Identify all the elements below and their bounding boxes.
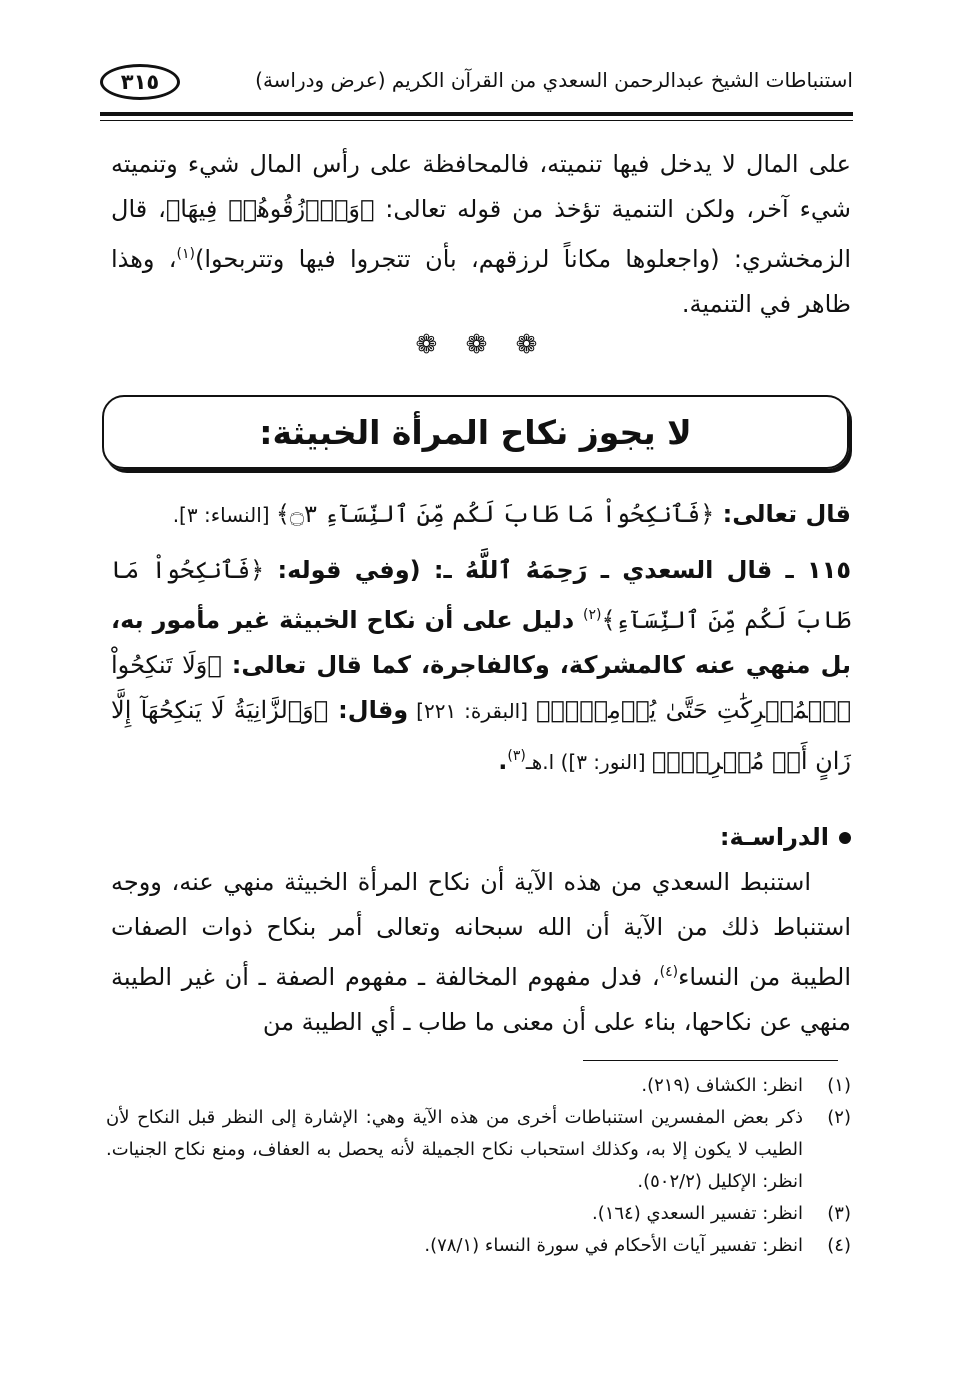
intro-text-1: على المال لا يدخل فيها تنميته، فالمحافظة على رأس المال شيء وتنميته شيء آخر، ولكن التنمية تؤخذ من قوله تعالى: (111, 150, 851, 223)
footnote-number: (٤) (827, 1235, 851, 1256)
header-rule-thin (100, 120, 853, 121)
footnote-ref-2[interactable]: (٢) (583, 607, 602, 623)
footnote-item (106, 1230, 851, 1262)
study-text-2: ، فدل مفهوم المخالفة ـ مفهوم الصفة ـ أن غير الطيبة منهي عن نكاحها، بناء على أن معنى ما طاب ـ أي الطيبة من (111, 963, 851, 1036)
footnote-text: انظر: الكشاف (٢١٩). (641, 1075, 803, 1096)
intro-paragraph (111, 142, 851, 327)
section-separator: ❁ ❁ ❁ (415, 330, 548, 360)
saadi-paragraph (111, 548, 851, 785)
bullet-icon (839, 832, 851, 844)
study-heading-line (111, 815, 851, 860)
intro-text-2: ، قال الزمخشري: (واجعلوها مكاناً لرزقهم، بأن تتجروا فيها وتتربحوا) (111, 195, 851, 273)
saadi-quran-3: ﴿وَٱلزَّانِيَةُ لَا يَنكِحُهَآ إِلَّا زَانٍ أَوۡ مُشۡرِكٞۚ﴾ (111, 696, 851, 775)
intro-text-3: ، وهذا ظاهر في التنمية. (111, 245, 851, 318)
saadi-text-3: وقال: (328, 696, 409, 724)
footnotes (106, 1070, 851, 1262)
saadi-ref-3: [النور: ٣]) ا.هـ (525, 750, 652, 774)
verse-line (111, 492, 851, 538)
page-number-badge: ٣١٥ (100, 64, 180, 100)
footnote-number: (٢) (827, 1107, 851, 1128)
footnote-text: ذكر بعض المفسرين استنباطات أخرى من هذه الآية وهي: الإشارة إلى النظر قبل النكاح لأن الطيب لا يكون إلا به، وكذلك استحباب نكاح الجميلة لأنه يحصل به العفاف، ومنع نكاح الجنيات. انظر: الإكليل (٥٠٢/٢). (106, 1107, 803, 1192)
saadi-quran-1: ﴿فَٱنكِحُواْ مَا طَابَ لَكُم مِّنَ ٱلنِّسَآءِ﴾ (111, 556, 851, 634)
saadi-quran-2: ﴿وَلَا تَنكِحُواْ ٱلۡمُشۡرِكَٰتِ حَتَّىٰ يُؤۡمِنَّۚ﴾ (111, 651, 852, 724)
saadi-end: . (498, 747, 508, 775)
saadi-text-2: دليل على أن نكاح الخبيثة غير مأمور به، بل منهي عنه كالمشركة، وكالفاجرة، كما قال تعالى: (111, 606, 851, 679)
footnote-item (106, 1198, 851, 1230)
header-title: استنباطات الشيخ عبدالرحمن السعدي من القرآن الكريم (عرض ودراسة) (255, 68, 853, 92)
footnote-ref-4[interactable]: (٤) (659, 964, 679, 980)
verse-lead: قال تعالى: (714, 500, 851, 528)
saadi-lead: ١١٥ ـ قال السعدي ـ رَحِمَهُ ٱللَّهُ ـ: (وفي قوله: (264, 556, 851, 584)
footnote-item (106, 1070, 851, 1102)
footnote-number: (١) (827, 1075, 851, 1096)
section-title-box (102, 395, 849, 469)
verse-reference: [النساء: ٣]. (172, 503, 276, 527)
verse-quran: ﴿فَٱنكِحُواْ مَا طَابَ لَكُم مِّنَ ٱلنِّسَآءِ ۝٣﴾ (275, 500, 715, 528)
footnote-ref-1[interactable]: (١) (176, 246, 195, 262)
section-title: لا يجوز نكاح المرأة الخبيثة: (259, 412, 692, 452)
header-rule-thick (100, 112, 853, 116)
study-text-1: استنبط السعدي من هذه الآية أن نكاح المرأة الخبيثة منهي عنه، ووجه استنباط ذلك من الآية أن الله سبحانه وتعالى أمر بنكاح ذوات الصفات الطيبة من النساء (111, 868, 851, 991)
saadi-ref-2: [البقرة: ٢٢١] (408, 699, 536, 723)
study-paragraph (111, 860, 851, 1045)
running-header (100, 62, 853, 106)
footnote-ref-3[interactable]: (٣) (507, 748, 526, 764)
footnote-item (106, 1102, 851, 1198)
study-heading: الدراسـة: (719, 823, 829, 851)
footnote-rule (583, 1060, 838, 1061)
footnote-text: انظر: تفسير آيات الأحكام في سورة النساء (٧٨/١). (424, 1235, 803, 1256)
footnote-text: انظر: تفسير السعدي (١٦٤). (591, 1203, 803, 1224)
intro-quran: ﴿وَٱرۡزُقُوهُمۡ فِيهَا﴾ (165, 195, 375, 223)
footnote-number: (٣) (827, 1203, 851, 1224)
